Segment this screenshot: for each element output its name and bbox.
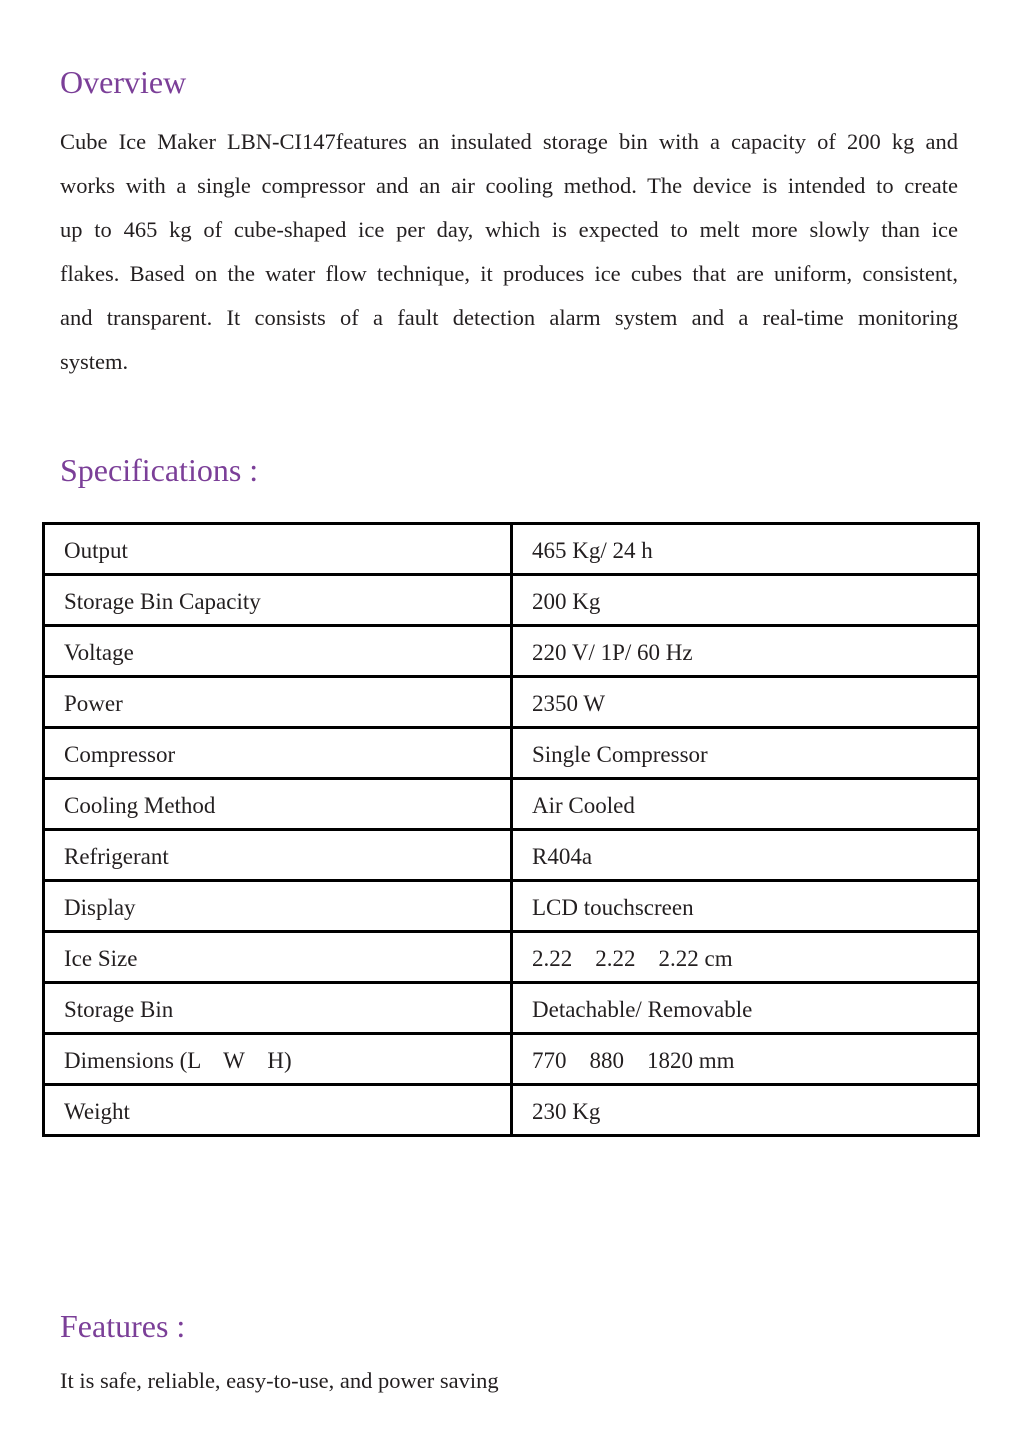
spec-value: Detachable/ Removable	[512, 983, 979, 1034]
table-row	[44, 983, 979, 1034]
table-row	[44, 728, 979, 779]
features-heading: Features :	[60, 1308, 186, 1344]
spec-value: LCD touchscreen	[512, 881, 979, 932]
table-row	[44, 524, 979, 575]
spec-label: Display	[44, 881, 512, 932]
spec-value: Single Compressor	[512, 728, 979, 779]
table-row	[44, 779, 979, 830]
spec-label: Ice Size	[44, 932, 512, 983]
spec-label: Storage Bin Capacity	[44, 575, 512, 626]
spec-label: Voltage	[44, 626, 512, 677]
table-row	[44, 881, 979, 932]
table-row	[44, 575, 979, 626]
specifications-table	[42, 522, 980, 1137]
table-row	[44, 677, 979, 728]
spec-label: Power	[44, 677, 512, 728]
table-row	[44, 932, 979, 983]
spec-value: 465 Kg/ 24 h	[512, 524, 979, 575]
features-paragraph: It is safe, reliable, easy-to-use, and power saving	[60, 1368, 499, 1393]
spec-label: Weight	[44, 1085, 512, 1136]
spec-value: R404a	[512, 830, 979, 881]
spec-label: Dimensions (L W H)	[44, 1034, 512, 1085]
spec-value: 2350 W	[512, 677, 979, 728]
spec-value: Air Cooled	[512, 779, 979, 830]
spec-value: 220 V/ 1P/ 60 Hz	[512, 626, 979, 677]
overview-heading: Overview	[60, 64, 187, 100]
spec-label: Storage Bin	[44, 983, 512, 1034]
spec-label: Output	[44, 524, 512, 575]
spec-label: Refrigerant	[44, 830, 512, 881]
spec-label: Compressor	[44, 728, 512, 779]
spec-value: 230 Kg	[512, 1085, 979, 1136]
table-row	[44, 1034, 979, 1085]
spec-label: Cooling Method	[44, 779, 512, 830]
spec-value: 770 880 1820 mm	[512, 1034, 979, 1085]
overview-paragraph: Cube Ice Maker LBN-CI147features an insulated storage bin with a capacity of 200 kg and works with a single compressor and an air cooling method. The device is intended to create up to 465 kg of cube-shaped ice per day, which is expected to melt more slowly than ice flakes. Based on the water flow technique, it produces ice cubes that are uniform, consistent, and transparent. It consists of a fault detection alarm system and a real-time monitoring system.	[60, 129, 958, 374]
table-row	[44, 626, 979, 677]
table-row	[44, 830, 979, 881]
specifications-heading: Specifications :	[60, 452, 259, 488]
table-row	[44, 1085, 979, 1136]
spec-value: 2.22 2.22 2.22 cm	[512, 932, 979, 983]
spec-value: 200 Kg	[512, 575, 979, 626]
